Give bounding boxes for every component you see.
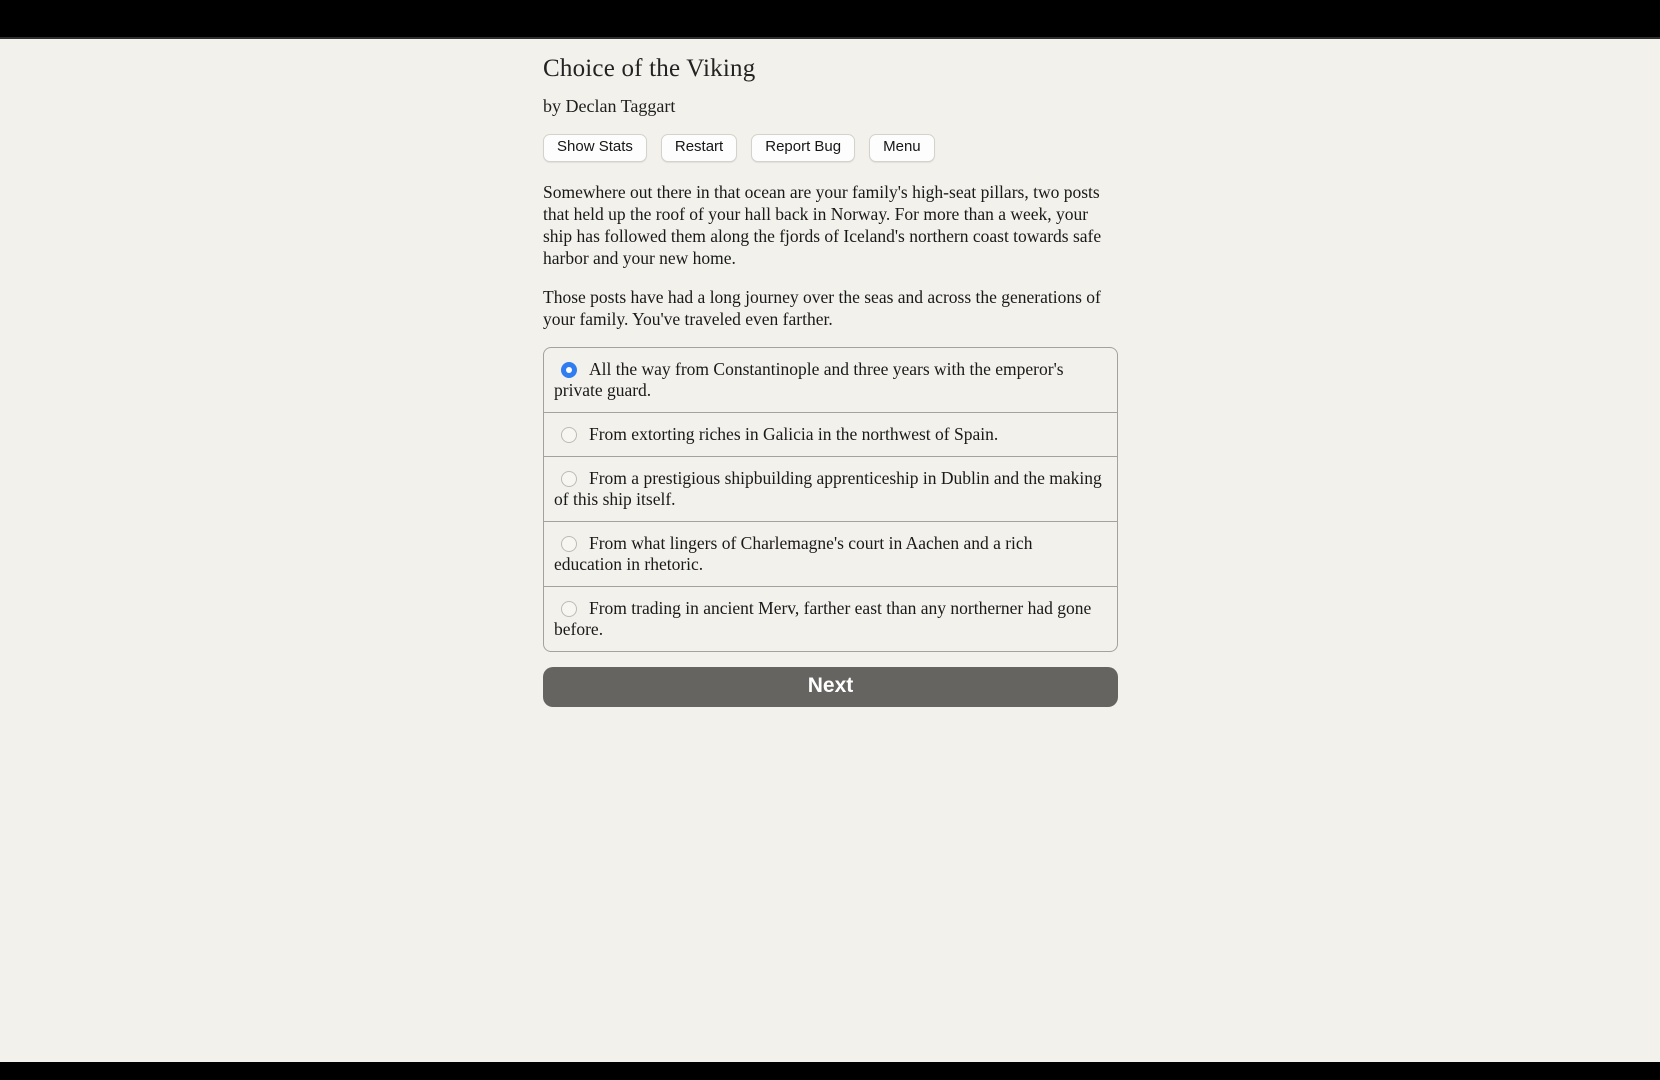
toolbar bbox=[543, 134, 1118, 162]
radio-unselected-icon[interactable] bbox=[561, 471, 577, 487]
toolbar-button-report-bug[interactable]: Report Bug bbox=[751, 134, 855, 162]
choice-option[interactable] bbox=[544, 348, 1117, 412]
choice-option[interactable] bbox=[544, 456, 1117, 521]
radio-selected-icon[interactable] bbox=[561, 362, 577, 378]
choice-option[interactable] bbox=[544, 586, 1117, 651]
radio-unselected-icon[interactable] bbox=[561, 536, 577, 552]
story-paragraph: Somewhere out there in that ocean are your family's high-seat pillars, two posts that held up the roof of your hall back in Norway. For more than a week, your ship has followed them along the fjords of Iceland's northern coast towards safe harbor and your new home. bbox=[543, 181, 1102, 268]
bottom-letterbox-bar bbox=[0, 1062, 1660, 1080]
choice-group bbox=[543, 347, 1118, 652]
choice-option-label: From extorting riches in Galicia in the northwest of Spain. bbox=[589, 423, 999, 444]
story-text bbox=[543, 181, 1118, 330]
toolbar-button-restart[interactable]: Restart bbox=[661, 134, 737, 162]
choice-option-label: From a prestigious shipbuilding apprenticeship in Dublin and the making of this ship itself. bbox=[554, 467, 1102, 509]
toolbar-button-show-stats[interactable]: Show Stats bbox=[543, 134, 647, 162]
top-letterbox-bar bbox=[0, 0, 1660, 39]
radio-unselected-icon[interactable] bbox=[561, 601, 577, 617]
next-button[interactable]: Next bbox=[543, 667, 1118, 707]
choice-option-label: All the way from Constantinople and three years with the emperor's private guard. bbox=[554, 358, 1064, 400]
toolbar-button-menu[interactable]: Menu bbox=[869, 134, 935, 162]
choice-option[interactable] bbox=[544, 521, 1117, 586]
radio-unselected-icon[interactable] bbox=[561, 427, 577, 443]
page-title: Choice of the Viking bbox=[543, 55, 756, 82]
choice-option[interactable] bbox=[544, 412, 1117, 456]
choice-option-label: From trading in ancient Merv, farther east than any northerner had gone before. bbox=[554, 597, 1092, 639]
author-byline: by Declan Taggart bbox=[543, 96, 676, 116]
game-content bbox=[543, 39, 1118, 707]
story-paragraph: Those posts have had a long journey over the seas and across the generations of your family. You've traveled even farther. bbox=[543, 286, 1101, 329]
choice-option-label: From what lingers of Charlemagne's court in Aachen and a rich education in rhetoric. bbox=[554, 532, 1033, 574]
